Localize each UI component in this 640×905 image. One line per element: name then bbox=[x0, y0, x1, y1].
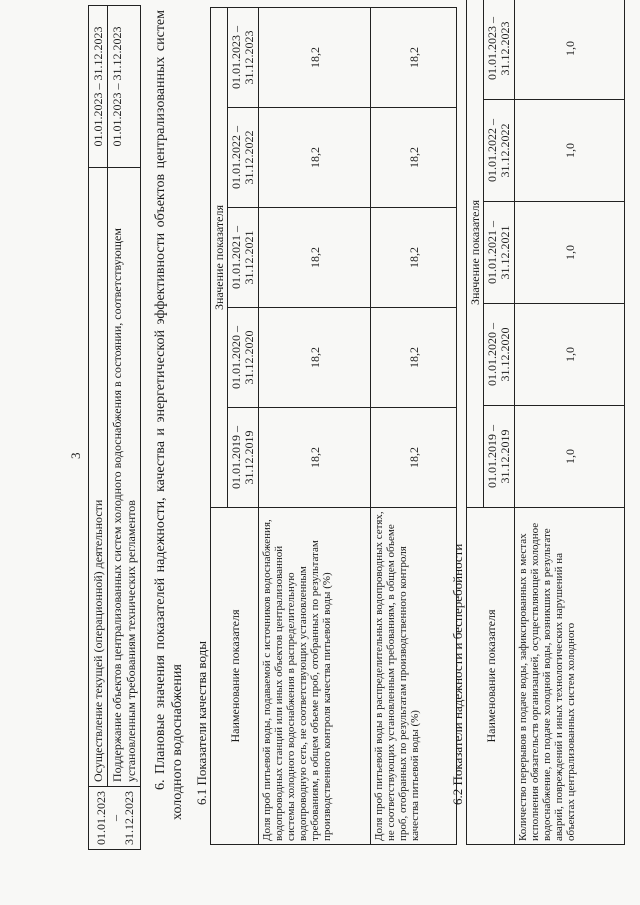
period-cell: 01.01.2023 – 31.12.2023 bbox=[89, 6, 108, 168]
column-header-period: 01.01.2021 – 31.12.2021 bbox=[484, 202, 515, 304]
column-header-period: 01.01.2022 – 31.12.2022 bbox=[228, 108, 259, 208]
indicator-value: 18,2 bbox=[259, 408, 371, 508]
subsection-6-1-title: 6.1 Показатели качества воды bbox=[194, 641, 209, 805]
section-number: 6. bbox=[153, 779, 168, 790]
table-row bbox=[89, 6, 108, 850]
indicator-name: Количество перерывов в подаче воды, зафиксированных в местах исполнения обязательств организацией, осуществляющей холодное водоснабжение, по подаче холодной воды, возникших в результате аварий, повреждений и иных технологических нарушений на объектах централизованных систем холодного bbox=[515, 508, 625, 845]
table-row bbox=[515, 0, 625, 845]
water-quality-table bbox=[210, 7, 457, 845]
indicator-value: 18,2 bbox=[371, 8, 457, 108]
indicator-value: 1,0 bbox=[515, 304, 625, 406]
table-row bbox=[108, 6, 141, 850]
activity-cell: Поддержание объектов централизованных систем холодного водоснабжения в состоянии, соответствующем установленным требованиям технических регламентов bbox=[108, 168, 141, 787]
indicator-name: Доля проб питьевой воды в распределительных водопроводных сетях, не соответствующих установленным требованиям, в общем объеме проб, отобранных по результатам производственного контроля качества питьевой воды (%) bbox=[371, 508, 457, 845]
indicator-value: 18,2 bbox=[371, 308, 457, 408]
indicator-value: 18,2 bbox=[371, 208, 457, 308]
indicator-value: 1,0 bbox=[515, 100, 625, 202]
indicator-value: 18,2 bbox=[371, 108, 457, 208]
column-header-period: 01.01.2019 – 31.12.2019 bbox=[228, 408, 259, 508]
column-header-name: Наименование показателя bbox=[211, 508, 259, 845]
column-header-period: 01.01.2019 – 31.12.2019 bbox=[484, 406, 515, 508]
table-header-row bbox=[467, 0, 484, 845]
column-header-period: 01.01.2022 – 31.12.2022 bbox=[484, 100, 515, 202]
reliability-table bbox=[466, 0, 625, 845]
column-header-period: 01.01.2021 – 31.12.2021 bbox=[228, 208, 259, 308]
section-title: Плановые значения показателей надежности, качества и энергетической эффективности объектов централизованных систем холодного водоснабжения bbox=[153, 9, 185, 820]
indicator-value: 18,2 bbox=[259, 108, 371, 208]
indicator-value: 1,0 bbox=[515, 406, 625, 508]
column-header-period: 01.01.2020 – 31.12.2020 bbox=[228, 308, 259, 408]
section-6-heading bbox=[152, 10, 186, 820]
table-row bbox=[371, 8, 457, 845]
activity-cell: Осуществление текущей (операционной) деятельности bbox=[89, 168, 108, 787]
top-activity-table bbox=[88, 5, 141, 850]
indicator-value: 1,0 bbox=[515, 202, 625, 304]
indicator-value: 18,2 bbox=[259, 208, 371, 308]
period-cell: 01.01.2023 – 31.12.2023 bbox=[89, 787, 141, 850]
column-header-period: 01.01.2020 – 31.12.2020 bbox=[484, 304, 515, 406]
indicator-value: 1,0 bbox=[515, 0, 625, 100]
subsection-6-2-title: 6.2 Показатели надежности и бесперебойности bbox=[450, 543, 465, 805]
period-cell: 01.01.2023 – 31.12.2023 bbox=[108, 6, 141, 168]
column-header-period: 01.01.2023 – 31.12.2023 bbox=[484, 0, 515, 100]
column-header-name: Наименование показателя bbox=[467, 508, 515, 845]
indicator-value: 18,2 bbox=[371, 408, 457, 508]
column-header-period: 01.01.2023 – 31.12.2023 bbox=[228, 8, 259, 108]
page-number: 3 bbox=[68, 452, 83, 459]
indicator-name: Доля проб питьевой воды, подаваемой с источников водоснабжения, водопроводных станций или иных объектов централизованной системы холодного водоснабжения в распределительную водопроводную сеть, не соответствующих установленным требованиям, в общем объеме проб, отобранных по результатам производственного контроля качества питьевой воды (%) bbox=[259, 508, 371, 845]
indicator-value: 18,2 bbox=[259, 8, 371, 108]
table-header-row bbox=[211, 8, 228, 845]
indicator-value: 18,2 bbox=[259, 308, 371, 408]
column-header-group: Значение показателя bbox=[467, 0, 484, 508]
column-header-group: Значение показателя bbox=[211, 8, 228, 508]
table-row bbox=[259, 8, 371, 845]
